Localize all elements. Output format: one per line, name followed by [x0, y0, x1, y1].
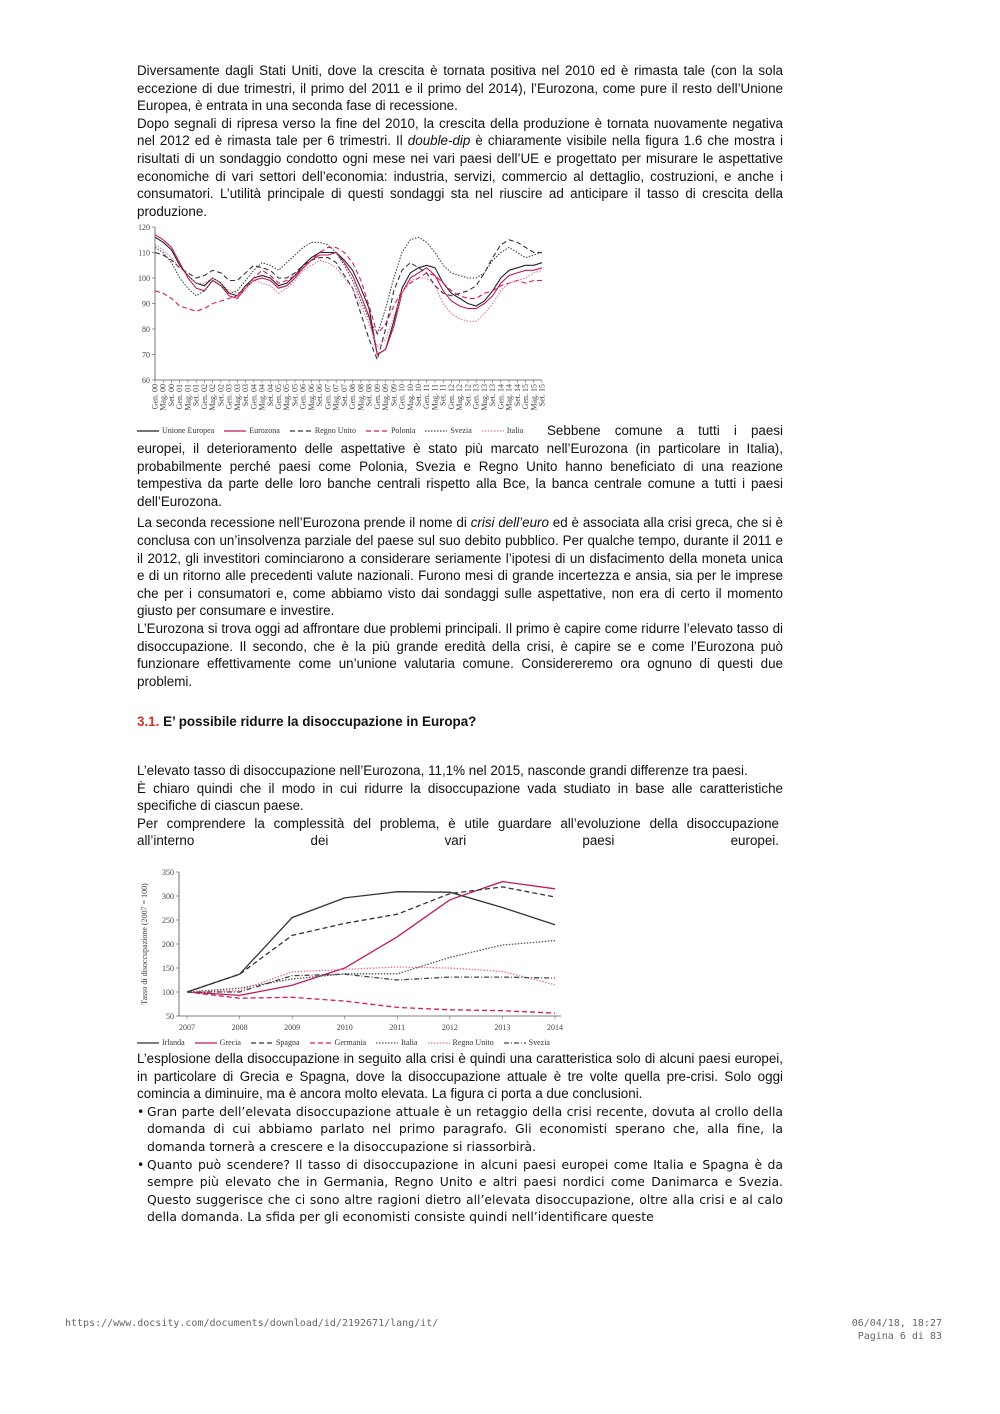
series-line-italia	[187, 941, 555, 992]
footer-url[interactable]: https://www.docsity.com/documents/download/id/2192671/lang/it/	[65, 1318, 439, 1329]
x-tick-label: Gen. 01	[175, 384, 185, 410]
x-tick-label: Gen. 05	[274, 384, 284, 410]
legend-swatch	[425, 428, 447, 434]
x-tick-label: Mag. 04	[257, 384, 267, 411]
x-tick-label: Set. 11	[438, 384, 448, 406]
expectations-legend-unione-europea	[137, 426, 214, 435]
x-tick-label: Mag. 10	[405, 384, 415, 411]
x-tick-label: Mag. 00	[158, 384, 168, 411]
y-tick-label: 100	[162, 988, 174, 997]
y-tick-label: 100	[138, 274, 150, 283]
x-tick-label: Mag. 01	[183, 384, 193, 411]
unemployment-legend-regno-unito	[428, 1038, 494, 1047]
x-tick-label: Gen. 14	[496, 384, 506, 410]
unemployment-legend-grecia	[195, 1038, 241, 1047]
y-tick-label: 110	[138, 248, 150, 258]
series-line-unione-europea	[155, 237, 542, 354]
paragraph-2-part-b: è chiaramente visibile nella figura 1.6 che mostra i risultati di un sondaggio condotto ogni mese nei vari paesi dell’UE e progettato per misurare le aspettative economiche di vari settori dell’economia: industria, servizi, commercio al dettaglio, costruzioni, e anche i consumatori. L’utilità principale di questi sondaggi sta nel riuscire ad anticipare il tasso di crescita della produzione.	[137, 133, 783, 219]
unemployment-legend-italia	[376, 1038, 417, 1047]
x-tick-label: Mag. 03	[232, 384, 242, 411]
series-line-irlanda	[187, 892, 555, 992]
y-tick-label: 350	[162, 868, 174, 877]
x-tick-label: Set. 00	[166, 384, 176, 407]
x-tick-label: Mag. 15	[529, 384, 539, 411]
x-tick-label: Gen. 11	[422, 384, 432, 410]
x-tick-label: Mag. 02	[208, 384, 218, 411]
x-tick-label: Mag. 05	[282, 384, 292, 411]
paragraph-6: L’elevato tasso di disoccupazione nell’Eurozona, 11,1% nel 2015, nasconde grandi differenze tra paesi.	[137, 763, 748, 778]
x-tick-label: Set. 08	[364, 384, 374, 407]
expectations-chart	[137, 222, 547, 424]
x-tick-label: Gen. 08	[348, 384, 358, 410]
x-tick-label: 2011	[389, 1023, 406, 1032]
legend-label: Germania	[334, 1038, 367, 1047]
legend-label: Italia	[401, 1038, 418, 1047]
y-tick-label: 300	[162, 892, 174, 901]
legend-swatch	[224, 428, 246, 434]
legend-label: Eurozona	[249, 426, 280, 435]
y-tick-label: 200	[162, 940, 174, 949]
expectations-legend-polonia	[366, 426, 415, 435]
x-tick-label: Mag. 14	[504, 384, 514, 411]
series-line-eurozona	[155, 235, 542, 355]
legend-label: Grecia	[219, 1038, 241, 1047]
series-line-italia	[155, 245, 542, 347]
unemployment-legend-germania	[310, 1038, 367, 1047]
paragraph-4-part-b: ed è associata alla crisi greca, che si è conclusa con un’insolvenza parziale del paese sul suo debito pubblico. Per qualche tempo, durante il 2011 e il 2012, gli investitori cominciarono a considerare seriamente l’ipotesi di un disfacimento della moneta unica e di un ritorno alle precedenti valute nazionali. Furono mesi di grande incertezza e ansia, sia per le imprese che per i consumatori e, come abbiamo visto dai sondaggi sulle aspettative, non era di certo il momento giusto per consumare e investire.	[137, 515, 784, 619]
x-tick-label: Gen. 02	[199, 384, 209, 410]
legend-label: Svezia	[450, 426, 472, 435]
paragraph-4-part-a: La seconda recessione nell’Eurozona prende il nome di	[137, 515, 471, 531]
unemployment-chart-legend	[137, 1038, 577, 1047]
unemployment-legend-svezia	[504, 1038, 550, 1047]
x-tick-label: Set. 03	[241, 384, 251, 407]
text-block-1	[137, 62, 783, 220]
legend-swatch	[310, 1040, 332, 1046]
y-tick-label: 120	[138, 223, 150, 232]
x-tick-label: Gen. 09	[372, 384, 382, 410]
x-tick-label: Gen. 06	[298, 384, 308, 410]
section-title-text: E’ possibile ridurre la disoccupazione in Europa?	[159, 714, 477, 729]
text-block-4	[137, 1050, 783, 1226]
crisi-euro-emphasis: crisi dell’euro	[470, 515, 549, 531]
y-tick-label: 80	[142, 325, 150, 334]
section-title	[137, 713, 783, 731]
x-tick-label: Mag. 06	[306, 384, 316, 411]
x-tick-label: Mag. 13	[479, 384, 489, 411]
legend-swatch	[290, 428, 312, 434]
x-tick-label: 2012	[441, 1023, 458, 1032]
x-tick-label: 2014	[547, 1023, 563, 1032]
paragraph-2-part-a: Dopo segnali di ripresa verso la fine del 2010, la crescita della produzione è tornata nuovamente negativa nel 2012 ed è rimasta tale per 6 trimestri. Il	[137, 115, 783, 149]
x-tick-label: Set. 07	[339, 384, 349, 407]
x-tick-label: 2007	[179, 1023, 195, 1032]
x-tick-label: 2009	[284, 1023, 301, 1032]
unemployment-legend-irlanda	[137, 1038, 185, 1047]
legend-swatch	[482, 428, 504, 434]
legend-label: Unione Europea	[162, 426, 215, 435]
paragraph-5: L’Eurozona si trova oggi ad affrontare due problemi principali. Il primo è capire come ridurre l’elevato tasso di disoccupazione. Il secondo, che è la più grande eredità della crisi, è capire se e come l’Eurozona può funzionare effettivamente come un’unione valutaria comune. Considereremo ora ognuno di questi due problemi.	[137, 620, 783, 689]
x-tick-label: Set. 01	[191, 384, 201, 407]
conclusions-list	[137, 1103, 783, 1226]
expectations-legend-italia	[482, 426, 523, 435]
x-tick-label: 2008	[231, 1023, 248, 1032]
paragraph-2	[137, 115, 783, 221]
unemployment-legend-spagna	[251, 1038, 300, 1047]
y-tick-label: 90	[142, 299, 150, 309]
expectations-chart-legend	[137, 426, 547, 435]
x-tick-label: Mag. 09	[381, 384, 391, 411]
x-tick-label: Set. 05	[290, 384, 300, 407]
legend-label: Regno Unito	[314, 426, 356, 435]
x-tick-label: Mag. 07	[331, 384, 341, 411]
x-tick-label: Gen. 10	[397, 384, 407, 410]
x-tick-label: Set. 10	[413, 384, 423, 407]
y-tick-label: 50	[166, 1012, 174, 1021]
paragraph-8: Per comprendere la complessità del problema, è utile guardare all’evoluzione della disoccupazione all’interno dei vari paesi europei.	[137, 815, 779, 849]
x-tick-label: Gen. 00	[150, 384, 160, 410]
y-tick-label: 60	[142, 376, 150, 385]
x-tick-label: Set. 12	[463, 384, 473, 407]
x-tick-label: Set. 14	[512, 384, 522, 407]
list-item: • Quanto può scendere? Il tasso di disoccupazione in alcuni paesi europei come Italia e Spagna è da sempre più elevato che in Germania, Regno Unito e altri paesi nordici come Danimarca e Svezia. Questo suggerisce che ci sono altre ragioni dietro all’elevata disoccupazione, oltre alla crisi e al calo della domanda. La sfida per gli economisti consiste quindi nell’identificare queste	[137, 1156, 783, 1226]
y-tick-label: 70	[142, 350, 150, 360]
section-heading	[137, 713, 783, 731]
y-tick-label: 250	[162, 916, 174, 925]
x-tick-label: Set. 02	[216, 384, 226, 407]
legend-swatch	[376, 1040, 398, 1046]
x-tick-label: Gen. 13	[471, 384, 481, 410]
paragraph-9: L’esplosione della disoccupazione in seguito alla crisi è quindi una caratteristica solo di alcuni paesi europei, in particolare di Grecia e Spagna, dove la disoccupazione attuale è tre volte quella pre-crisi. Solo oggi comincia a diminuire, ma è ancora molto elevata. La figura ci porta a due conclusioni.	[137, 1051, 783, 1102]
x-tick-label: Set. 15	[537, 384, 547, 407]
legend-swatch	[366, 428, 388, 434]
paragraph-1: Diversamente dagli Stati Uniti, dove la crescita è tornata positiva nel 2010 ed è rimasta tale (con la sola eccezione di due trimestri, il primo del 2011 e il primo del 2014), l’Eurozona, come pure il resto dell’Unione Europea, è entrata in una seconda fase di recessione.	[137, 63, 783, 114]
legend-label: Italia	[506, 426, 524, 435]
x-tick-label: Set. 09	[389, 384, 399, 407]
paragraph-4	[137, 514, 783, 620]
text-block-2	[137, 440, 783, 690]
x-tick-label: Gen. 12	[446, 384, 456, 410]
x-tick-label: Set. 13	[488, 384, 498, 407]
x-tick-label: Gen. 15	[521, 384, 531, 410]
paragraph-3-rest: europei, il deterioramento delle aspettative è stato più marcato nell’Eurozona (in particolare in Italia), probabilmente perché paesi come Polonia, Svezia e Regno Unito hanno beneficiato di una reazione tempestiva da parte delle loro banche centrali rispetto alla Bce, la banca centrale comune a tutti i paesi dell’Eurozona.	[137, 441, 783, 509]
text-block-3	[137, 762, 783, 850]
x-tick-label: Gen. 04	[249, 384, 259, 410]
legend-swatch	[137, 1040, 159, 1046]
x-tick-label: Mag. 08	[356, 384, 366, 411]
y-axis-label: Tasso di disoccupazione (2007 = 100)	[140, 883, 149, 1005]
legend-label: Polonia	[390, 426, 416, 435]
footer-page-number: Pagina 6 di 83	[857, 1331, 942, 1342]
x-tick-label: Gen. 07	[323, 384, 333, 410]
legend-label: Irlanda	[162, 1038, 185, 1047]
section-number: 3.1.	[137, 714, 160, 729]
footer-datetime: 06/04/18, 18:27	[851, 1318, 942, 1329]
legend-swatch	[195, 1040, 217, 1046]
paragraph-3-inline: Sebbene comune a tutti i paesi	[547, 423, 783, 438]
series-line-polonia	[155, 247, 542, 334]
expectations-legend-eurozona	[224, 426, 280, 435]
x-tick-label: Set. 06	[315, 384, 325, 407]
legend-label: Svezia	[528, 1038, 550, 1047]
legend-swatch	[504, 1040, 526, 1046]
x-tick-label: Set. 04	[265, 384, 275, 407]
series-line-svezia	[155, 237, 542, 334]
series-line-grecia	[187, 882, 555, 996]
x-tick-label: Mag. 11	[430, 384, 440, 411]
legend-swatch	[137, 428, 159, 434]
list-item: • Gran parte dell’elevata disoccupazione attuale è un retaggio della crisi recente, dovuta al crollo della domanda di cui abbiamo parlato nel primo paragrafo. Gli economisti sperano che, alla fine, la domanda tornerà a crescere e la disoccupazione si riassorbirà.	[137, 1103, 783, 1156]
x-tick-label: Mag. 12	[455, 384, 465, 411]
x-tick-label: 2010	[336, 1023, 353, 1032]
double-dip-emphasis: double-dip	[407, 133, 471, 149]
paragraph-7: È chiaro quindi che il modo in cui ridurre la disoccupazione vada studiato in base alle caratteristiche specifiche di ciascun paese.	[137, 780, 783, 814]
x-tick-label: 2013	[494, 1023, 511, 1032]
legend-label: Regno Unito	[452, 1038, 494, 1047]
y-tick-label: 150	[162, 964, 174, 973]
text-inline-block	[547, 422, 783, 440]
expectations-legend-svezia	[425, 426, 471, 435]
legend-swatch	[428, 1040, 450, 1046]
series-line-spagna	[187, 887, 555, 992]
legend-label: Spagna	[275, 1038, 300, 1047]
legend-swatch	[251, 1040, 273, 1046]
x-tick-label: Gen. 03	[224, 384, 234, 410]
unemployment-chart	[137, 866, 567, 1038]
expectations-legend-regno-unito	[290, 426, 356, 435]
